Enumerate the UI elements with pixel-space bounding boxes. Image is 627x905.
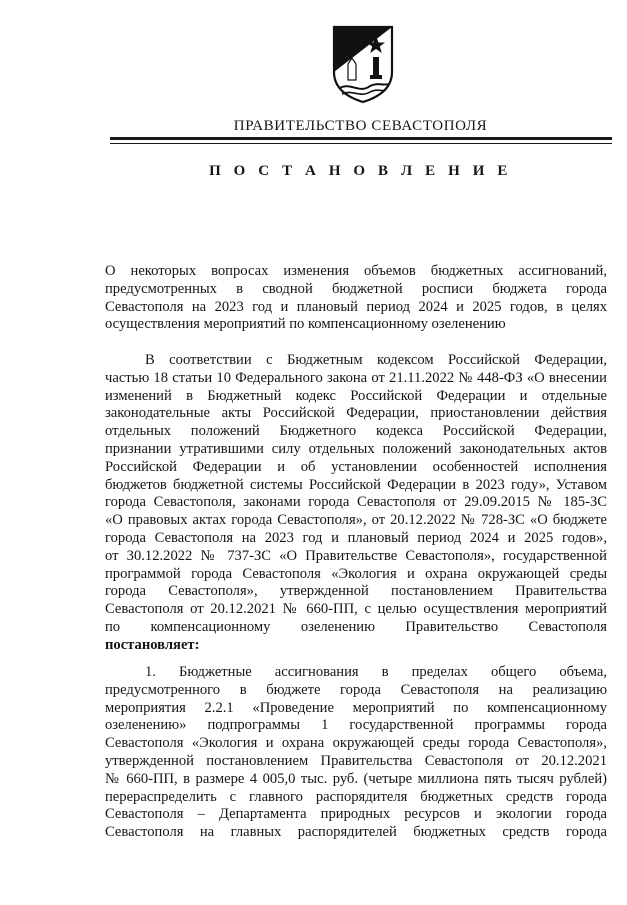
clause-line: мероприятия 2.2.1 «Проведение мероприятий по компенсационному (105, 699, 607, 716)
clause-line: Севастополя «Экология и охрана окружающей среды города Севастополя», (105, 735, 607, 752)
clause-line: утвержденной постановлением Правительства Севастополя от 20.12.2021 (105, 752, 607, 769)
subject-line: О некоторых вопросах изменения объемов бюджетных ассигнований, (105, 263, 607, 279)
government-name: ПРАВИТЕЛЬСТВО СЕВАСТОПОЛЯ (233, 118, 488, 134)
clause-line: Севастополя – Департамента природных ресурсов и экологии города (105, 806, 607, 823)
clause-line: перераспределить с главного распорядителя бюджетных средств города (105, 788, 607, 805)
sevastopol-coat-of-arms-icon (330, 24, 396, 104)
clause-line: озеленению» подпрограммы 1 государственной программы города (105, 717, 607, 734)
preamble-line: изменений в Бюджетный кодекс Российской Федерации и отдельные (105, 387, 607, 404)
decree-subject (105, 263, 607, 334)
clause-1 (105, 664, 607, 842)
preamble-line: Российской Федерации и об установлении особенностей исполнения (105, 458, 607, 475)
header-rule-thin (110, 143, 612, 144)
header-rule-thick (110, 137, 612, 140)
preamble-line: В соответствии с Бюджетным кодексом Российской Федерации, (145, 352, 607, 368)
clause-line: Севастополя на главных распорядителей бюджетных средств города (105, 824, 607, 841)
preamble-line: «О правовых актах города Севастополя», от 20.12.2022 № 728-ЗС «О бюджете (105, 512, 607, 529)
preamble-line: законодательные акты Российской Федерации, приостановлении действия (105, 405, 607, 422)
preamble-line: города Севастополя, законами города Севастополя от 29.09.2015 № 185-ЗС (105, 494, 607, 511)
preamble-line: отдельных положений Бюджетного кодекса Российской Федерации, (105, 423, 607, 440)
preamble-line: частью 18 статьи 10 Федерального закона от 21.11.2022 № 448-ФЗ «О внесении (105, 369, 607, 386)
clause-line: предусмотренного в бюджете города Севастополя на реализацию (105, 681, 607, 698)
preamble-line: программой города Севастополя «Экология и охрана окружающей среды (105, 565, 607, 582)
clause-line: № 660-ПП, в размере 4 005,0 тыс. руб. (четыре миллиона пять тысяч рублей) (105, 770, 607, 787)
resolves-word: постановляет: (105, 636, 200, 653)
clause-line: 1. Бюджетные ассигнования в пределах общего объема, (145, 664, 607, 680)
preamble-line: бюджетов бюджетной системы Российской Федерации в 2023 году», Уставом (105, 476, 607, 493)
subject-line: Севастополя на 2023 год и плановый период 2024 и 2025 годов, в целях (105, 298, 607, 315)
preamble (105, 352, 607, 655)
preamble-line: по компенсационному озеленению Правительство Севастополя (105, 618, 607, 635)
preamble-line: признании утратившими силу отдельных положений законодательных актов (105, 440, 607, 457)
preamble-line: Севастополя от 20.12.2021 № 660-ПП, с целью осуществления мероприятий (105, 601, 607, 618)
subject-line: осуществления мероприятий по компенсационному озеленению (105, 316, 506, 333)
document-type-heading: П О С Т А Н О В Л Е Н И Е (209, 163, 512, 179)
subject-line: предусмотренных в сводной бюджетной росписи бюджета города (105, 280, 607, 297)
preamble-line: от 30.12.2022 № 737-ЗС «О Правительстве Севастополя», государственной (105, 547, 607, 564)
preamble-line: города Севастополя», утвержденной постановлением Правительства (105, 583, 607, 600)
preamble-line: города Севастополя на 2023 год и плановый период 2024 и 2025 годов», (105, 529, 607, 546)
